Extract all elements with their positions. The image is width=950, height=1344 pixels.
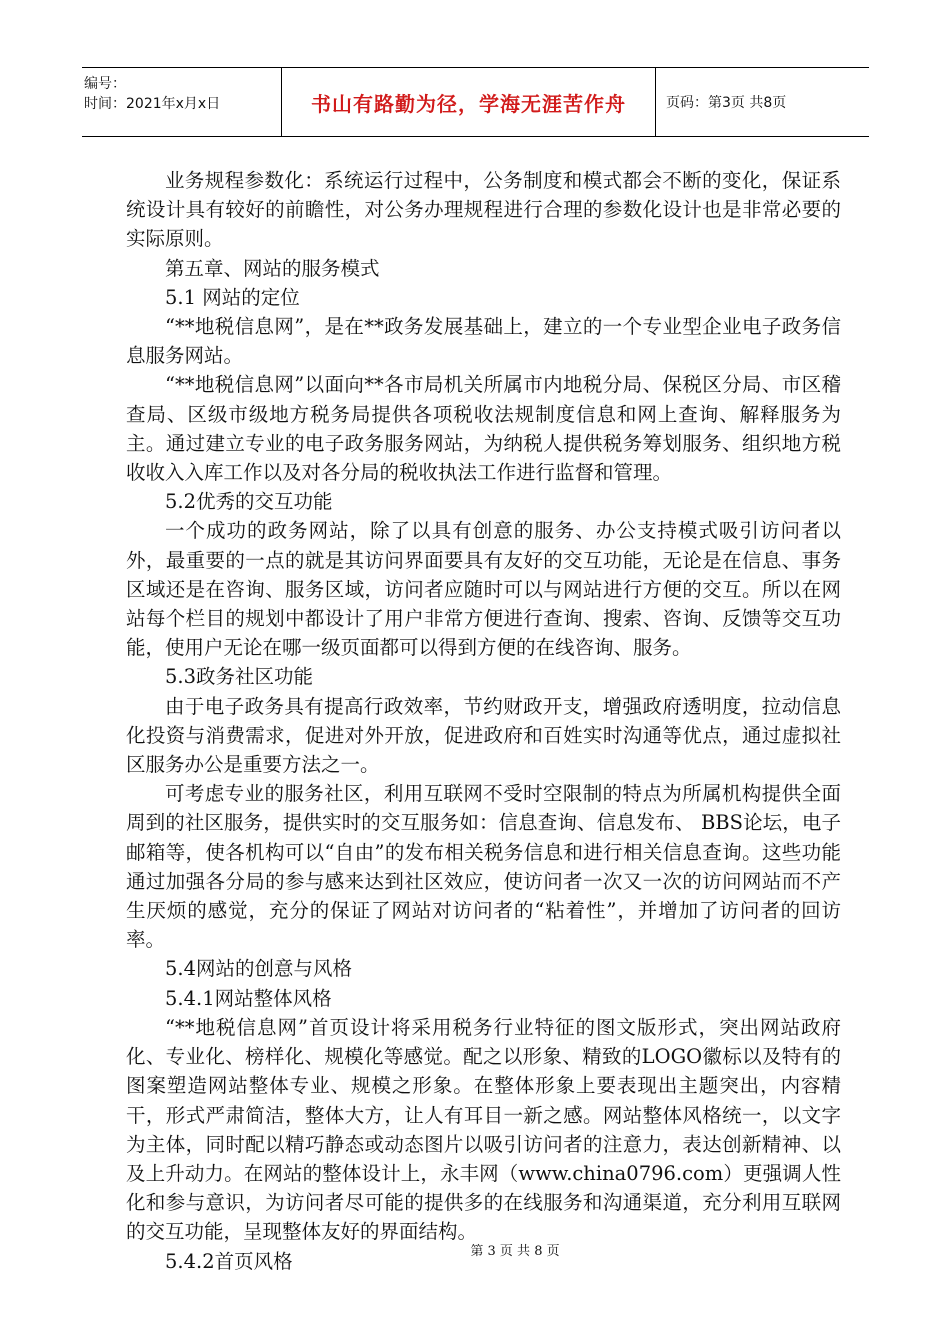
- section-heading: 5.2优秀的交互功能: [165, 490, 333, 514]
- paragraph: 一个成功的政务网站，除了以具有创意的服务、办公支持模式吸引访问者以外，最重要的一点的就是其访问界面要具有友好的交互功能，无论是在信息、事务区域还是在咨询、服务区域，访问者应随时可以与网站进行方便的交互。所以在网站每个栏目的规划中都设计了用户非常方便进行查询、搜索、咨询、反馈等交互功能，使用户无论在哪一级页面都可以得到方便的在线咨询、服务。: [126, 519, 841, 660]
- header-motto: 书山有路勤为径，学海无涯苦作舟: [282, 68, 656, 136]
- section-heading: 5.4网站的创意与风格: [165, 957, 353, 981]
- paragraph: 由于电子政务具有提高行政效率，节约财政开支，增强政府透明度，拉动信息化投资与消费需求，促进对外开放，促进政府和百姓实时沟通等优点，通过虚拟社区服务办公是重要方法之一。: [126, 694, 841, 777]
- page-header: [82, 67, 869, 137]
- document-number-label: 编号：: [84, 76, 126, 92]
- subsection-heading: 5.4.2首页风格: [165, 1249, 293, 1273]
- paragraph: “**地税信息网”，是在**政务发展基础上，建立的一个专业型企业电子政务信息服务网站。: [126, 315, 841, 368]
- paragraph: 可考虑专业的服务社区，利用互联网不受时空限制的特点为所属机构提供全面周到的社区服务，提供实时的交互服务如：信息查询、信息发布、 BBS论坛，电子邮箱等，使各机构可以“自由”的发布相关税务信息和进行相关信息查询。这些功能通过加强各分局的参与感来达到社区效应，使访问者一次又一次的访问网站而不产生厌烦的感觉，充分的保证了网站对访问者的“粘着性”，并增加了访问者的回访率。: [126, 782, 841, 952]
- page-footer: 第 3 页 共 8 页: [470, 1244, 560, 1259]
- paragraph: 业务规程参数化：系统运行过程中，公务制度和模式都会不断的变化，保证系统设计具有较好的前瞻性，对公务办理规程进行合理的参数化设计也是非常必要的实际原则。: [126, 169, 841, 251]
- header-meta: [82, 68, 282, 136]
- document-date: 时间：2021年x月x日: [84, 96, 221, 112]
- paragraph: “**地税信息网”首页设计将采用税务行业特征的图文版形式，突出网站政府化、专业化、榜样化、规模化等感觉。配之以形象、精致的LOGO徽标以及特有的图案塑造网站整体专业、规模之形象。在整体形象上要表现出主题突出，内容精干，形式严肃简洁，整体大方，让人有耳目一新之感。网站整体风格统一，以文字为主体，同时配以精巧静态或动态图片以吸引访问者的注意力，表达创新精神、以及上升动力。在网站的整体设计上，永丰网（www.china0796.com）更强调人性化和参与意识，为访问者尽可能的提供多的在线服务和沟通渠道，充分利用互联网的交互功能，呈现整体友好的界面结构。: [126, 1015, 841, 1244]
- subsection-heading: 5.4.1网站整体风格: [165, 986, 332, 1010]
- chapter-heading: 第五章、网站的服务模式: [165, 256, 380, 280]
- paragraph: “**地税信息网”以面向**各市局机关所属市内地税分局、保税区分局、市区稽查局、区级市级地方税务局提供各项税收法规制度信息和网上查询、解释服务为主。通过建立专业的电子政务服务网站，为纳税人提供税务筹划服务、组织地方税收收入入库工作以及对各分局的税收执法工作进行监督和管理。: [126, 373, 841, 485]
- section-heading: 5.1 网站的定位: [165, 285, 300, 309]
- section-heading: 5.3政务社区功能: [165, 665, 314, 689]
- document-body: [126, 166, 841, 1276]
- header-page-info: 页码：第3页 共8页: [666, 95, 787, 111]
